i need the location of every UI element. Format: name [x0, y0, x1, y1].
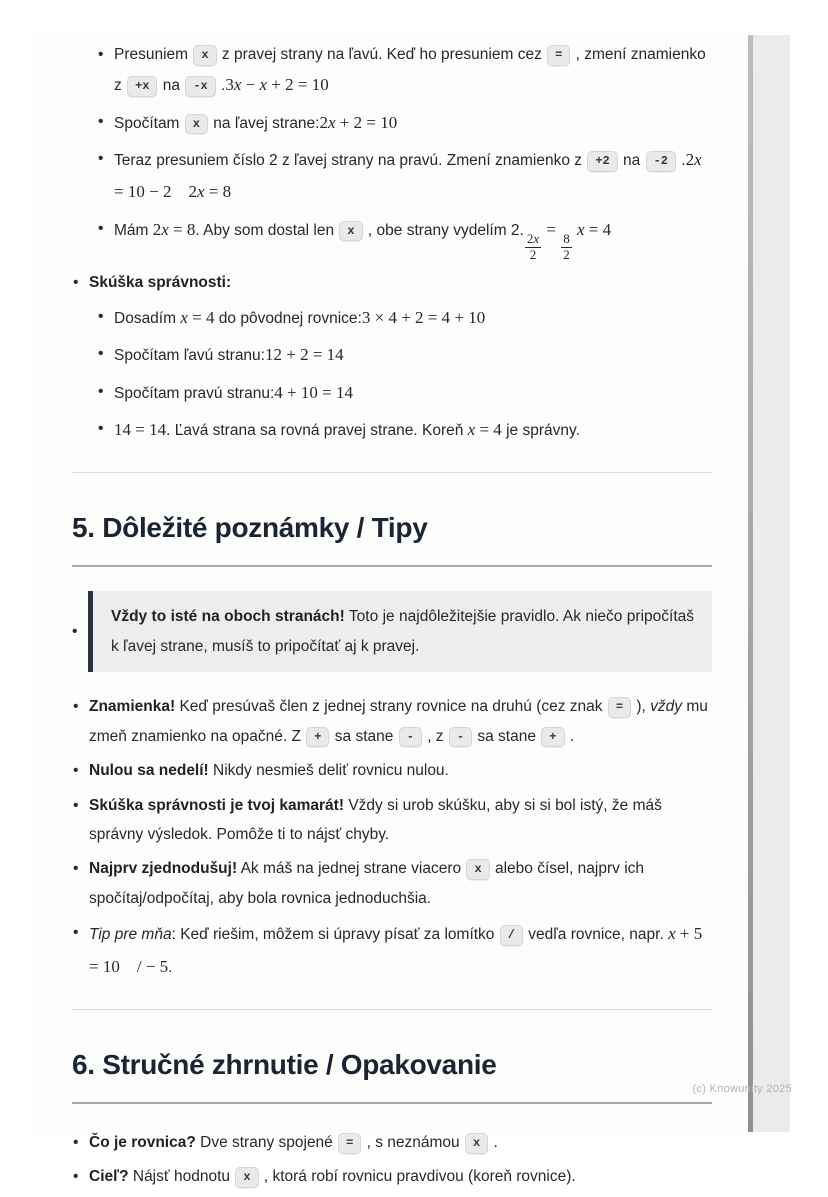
- bold-text: Čo je rovnica?: [89, 1134, 196, 1152]
- list-item: • Presuniem x z pravej strany na ľavú. Keď ho presuniem cez = , zmení znamienko z +x na -x .3x − x + 2 = 10: [97, 40, 712, 102]
- list-item: [72, 591, 712, 672]
- inline-code-badge: -: [449, 727, 472, 748]
- math-expression: 2x = 8: [152, 219, 196, 239]
- inline-code-badge: +x: [127, 76, 157, 97]
- list-item: • Spočítam x na ľavej strane:2x + 2 = 10: [97, 107, 712, 139]
- math-expression: 14 = 14: [114, 419, 167, 439]
- scrollbar-thumb[interactable]: [748, 35, 753, 1132]
- inline-code-badge: x: [466, 859, 489, 880]
- bold-text: Skúška správnosti:: [89, 273, 232, 291]
- bullet-list: [72, 692, 712, 983]
- inline-code-badge: =: [338, 1133, 361, 1154]
- math-expression: x = 4: [577, 219, 612, 239]
- section-divider: [72, 472, 712, 473]
- math-expression: 2x: [526, 230, 540, 246]
- section-heading: 5. Dôležité poznámky / Tipy: [72, 501, 712, 567]
- list-item: • Najprv zjednodušuj! Ak máš na jednej strane viacero x alebo čísel, najprv ich spočítaj/odpočítaj, aby bola rovnica jednoduchšia.: [72, 854, 712, 913]
- list-item: • Dosadím x = 4 do pôvodnej rovnice:3 × 4 + 2 = 4 + 10: [97, 302, 712, 334]
- math-expression: 2x = 10 − 2 2x = 8: [114, 150, 702, 202]
- inline-code-badge: x: [185, 114, 208, 135]
- bold-text: Skúška správnosti je tvoj kamarát!: [89, 796, 345, 814]
- section-heading: 6. Stručné zhrnutie / Opakovanie: [72, 1038, 712, 1104]
- bold-text: Nulou sa nedelí!: [89, 762, 209, 780]
- inline-code-badge: -: [399, 727, 422, 748]
- italic-text: Tip pre mňa: [89, 926, 172, 944]
- math-expression: x = 4: [180, 307, 215, 327]
- italic-text: vždy: [650, 698, 683, 716]
- bullet-list: [72, 1128, 712, 1192]
- inline-code-badge: x: [339, 221, 362, 242]
- math-expression: 3x − x + 2 = 10: [225, 75, 329, 95]
- math-expression: 3 × 4 + 2 = 4 + 10: [361, 307, 486, 327]
- math-expression: 8: [563, 230, 570, 246]
- bullet-list: [97, 40, 712, 263]
- list-item: • Spočítam pravú stranu:4 + 10 = 14: [97, 377, 712, 409]
- math-expression: =: [546, 219, 556, 239]
- math-fraction: [561, 232, 572, 263]
- math-expression: x + 5 = 10 / − 5: [89, 924, 703, 976]
- inline-code-badge: +: [541, 727, 564, 748]
- list-item: [72, 268, 712, 297]
- bold-text: Znamienka!: [89, 698, 176, 716]
- list-item: • Mám 2x = 8. Aby som dostal len x , obe strany vydelím 2. $\frac{2x}{2}$ = $\frac{8}{2}$ x = 4: [97, 214, 712, 263]
- list-item: • Cieľ? Nájsť hodnotu x , ktorá robí rovnicu pravdivou (koreň rovnice).: [72, 1162, 712, 1191]
- list-item: • Teraz presuniem číslo 2 z ľavej strany na pravú. Zmení znamienko z +2 na -2 .2x = 10 − 2 2x = 8: [97, 144, 712, 209]
- math-expression: 2: [563, 246, 570, 262]
- inline-code-badge: -2: [646, 151, 676, 172]
- watermark: (c) Knowunity 2025: [692, 1083, 792, 1095]
- inline-code-badge: x: [465, 1133, 488, 1154]
- bullet-list: [72, 268, 712, 297]
- bold-text: Najprv zjednodušuj!: [89, 860, 238, 878]
- bullet-list: [72, 591, 712, 672]
- section-divider: [72, 1009, 712, 1010]
- list-item: • 14 = 14. Ľavá strana sa rovná pravej strane. Koreň x = 4 je správny.: [97, 414, 712, 446]
- math-expression: 2x + 2 = 10: [319, 112, 398, 132]
- math-expression: x = 4: [467, 419, 502, 439]
- math-fraction: [525, 232, 541, 263]
- inline-code-badge: =: [547, 45, 570, 66]
- inline-code-badge: =: [608, 697, 631, 718]
- scrollbar-track[interactable]: [753, 35, 790, 1132]
- list-item: • Spočítam ľavú stranu:12 + 2 = 14: [97, 339, 712, 371]
- document-content: [72, 40, 712, 1197]
- list-item: • Čo je rovnica? Dve strany spojené = , s neznámou x .: [72, 1128, 712, 1157]
- bold-text: Cieľ?: [89, 1168, 129, 1186]
- list-item: • Znamienka! Keď presúvaš člen z jednej strany rovnice na druhú (cez znak = ), vždy mu zmeň znamienko na opačné. Z + sa stane - , z - sa stane + .: [72, 692, 712, 751]
- bold-text: Vždy to isté na oboch stranách!: [111, 608, 345, 626]
- inline-code-badge: /: [500, 925, 523, 946]
- inline-code-badge: +2: [587, 151, 617, 172]
- list-item: • Nulou sa nedelí! Nikdy nesmieš deliť rovnicu nulou.: [72, 756, 712, 785]
- bullet-list: [97, 302, 712, 446]
- math-expression: 12 + 2 = 14: [264, 345, 344, 365]
- inline-code-badge: x: [235, 1167, 258, 1188]
- list-item: • Tip pre mňa: Keď riešim, môžem si úpravy písať za lomítko / vedľa rovnice, napr. x + 5 = 10 / − 5.: [72, 918, 712, 983]
- callout-quote: • Vždy to isté na oboch stranách! Toto je najdôležitejšie pravidlo. Ak niečo pripočítaš k ľavej strane, musíš to pripočítať aj k pravej.: [88, 591, 712, 672]
- list-item: • Skúška správnosti je tvoj kamarát! Vždy si urob skúšku, aby si si bol istý, že máš správny výsledok. Pomôže ti to nájsť chyby.: [72, 791, 712, 850]
- inline-code-badge: -x: [185, 76, 215, 97]
- inline-code-badge: +: [306, 727, 329, 748]
- math-expression: 2: [529, 246, 537, 262]
- math-expression: 4 + 10 = 14: [274, 382, 353, 402]
- inline-code-badge: x: [193, 45, 216, 66]
